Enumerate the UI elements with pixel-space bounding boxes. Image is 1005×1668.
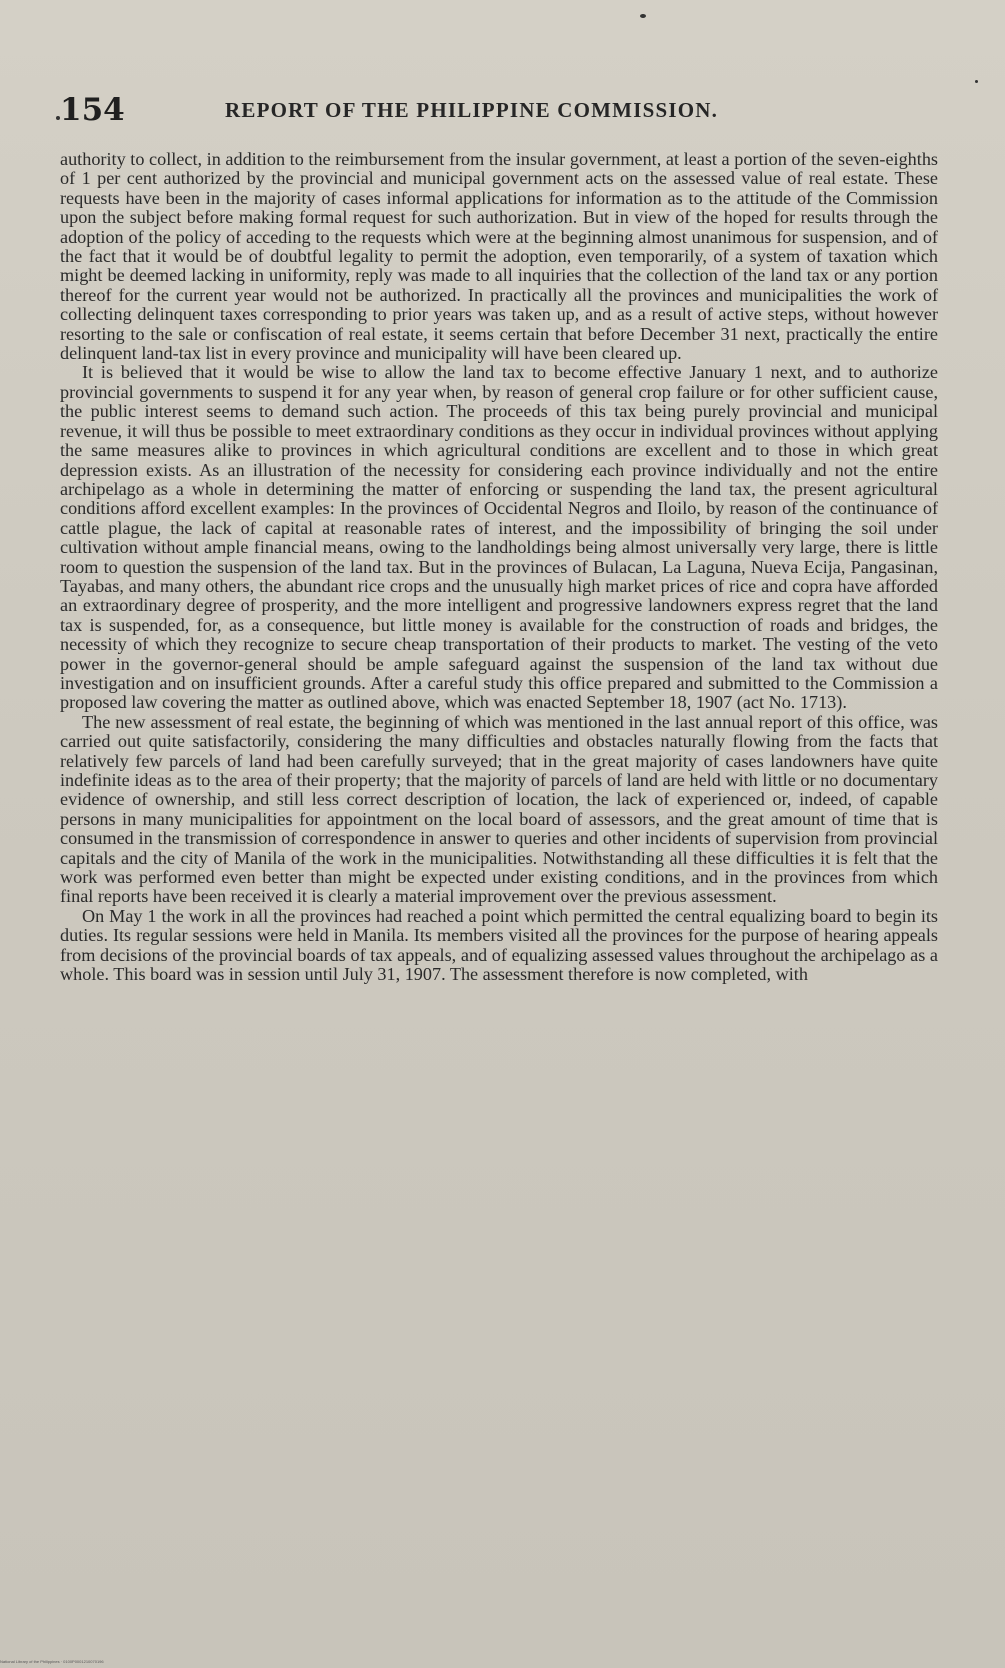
paragraph-4: On May 1 the work in all the provinces had reached a point which permitted the central equalizing board to begin its duties. Its regular sessions were held in Manila. Its members visited all the provinces for the purpose of hearing appeals from decisions of the provincial boards of tax appeals, and of equalizing assessed values throughout the archipelago as a whole. This board was in session until July 31, 1907. The assessment therefore is now completed, with [60,905,938,985]
paragraph-1: authority to collect, in addition to the reimbursement from the insular government, at least a portion of the seven-eighths of 1 per cent authorized by the provincial and municipal government acts on the assessed value of real estate. These requests have been in the majority of cases informal applications for information as to the attitude of the Commission upon the subject before making formal request for such authorization. But in view of the hoped for results through the adoption of the policy of acceding to the requests which were at the beginning almost unanimous for suspension, and of the fact that it would be of doubtful legality to permit the adoption, even temporarily, of a system of taxation which might be deemed lacking in uniformity, reply was made to all inquiries that the collection of the land tax or any portion thereof for the current year would not be authorized. In practically all the provinces and municipalities the work of collecting delinquent taxes corresponding to prior years was taken up, and as a result of active steps, without however resorting to the sale or confiscation of real estate, it seems certain that before December 31 next, practically the entire delinquent land-tax list in every province and municipality will have been cleared up. [60,149,938,364]
scan-credit: National Library of the Philippines · 0100P0001210070196 [0,1659,104,1664]
body-text [60,150,938,984]
running-title: REPORT OF THE PHILIPPINE COMMISSION. [225,98,719,122]
scan-speck [975,80,978,83]
page-number: 154 [60,92,125,128]
paragraph-3: The new assessment of real estate, the beginning of which was mentioned in the last annual report of this office, was carried out quite satisfactorily, considering the many difficulties and obstacles naturally flowing from the facts that relatively few parcels of land had been carefully surveyed; that in the great majority of cases landowners have quite indefinite ideas as to the area of their property; that the majority of parcels of land are held with little or no documentary evidence of ownership, and still less correct description of location, the lack of experienced or, indeed, of capable persons in many municipalities for appointment on the local board of assessors, and the great amount of time that is consumed in the transmission of correspondence in answer to queries and other incidents of supervision from provincial capitals and the city of Manila of the work in the municipalities. Notwithstanding all these difficulties it is felt that the work was performed even better than might be expected under existing conditions, and in the provinces from which final reports have been received it is clearly a material improvement over the previous assessment. [60,711,938,907]
paragraph-2: It is believed that it would be wise to allow the land tax to become effective January 1 next, and to authorize provincial governments to suspend it for any year when, by reason of general crop failure or for other sufficient cause, the public interest seems to demand such action. The proceeds of this tax being purely provincial and municipal revenue, it will thus be possible to meet extraordinary conditions as they occur in individual provinces without applying the same measures alike to provinces in which agricultural conditions are excellent and to those in which great depression exists. As an illustration of the necessity for considering each province individually and not the entire archipelago as a whole in determining the matter of enforcing or suspending the land tax, the present agricultural conditions afford excellent examples: In the provinces of Occidental Negros and Iloilo, by reason of the continuance of cattle plague, the lack of capital at reasonable rates of interest, and the impossibility of bringing the soil under cultivation without ample financial means, owing to the landholdings being almost universally very large, there is little room to question the suspension of the land tax. But in the provinces of Bulacan, La Laguna, Nueva Ecija, Pangasinan, Tayabas, and many others, the abundant rice crops and the unusually high market prices of rice and copra have afforded an extraordinary degree of prosperity, and the more intelligent and progressive landowners express regret that the land tax is suspended, for, as a consequence, but little money is available for the construction of roads and bridges, the necessity of which they recognize to secure cheap transportation of their products to market. The vesting of the veto power in the governor-general should be ample safeguard against the suspension of the land tax without due investigation and on insufficient grounds. After a careful study this office prepared and submitted to the Commission a proposed law covering the matter as outlined above, which was enacted September 18, 1907 (act No. 1713). [60,362,938,713]
page-header [60,92,940,132]
scan-speck [640,14,646,18]
